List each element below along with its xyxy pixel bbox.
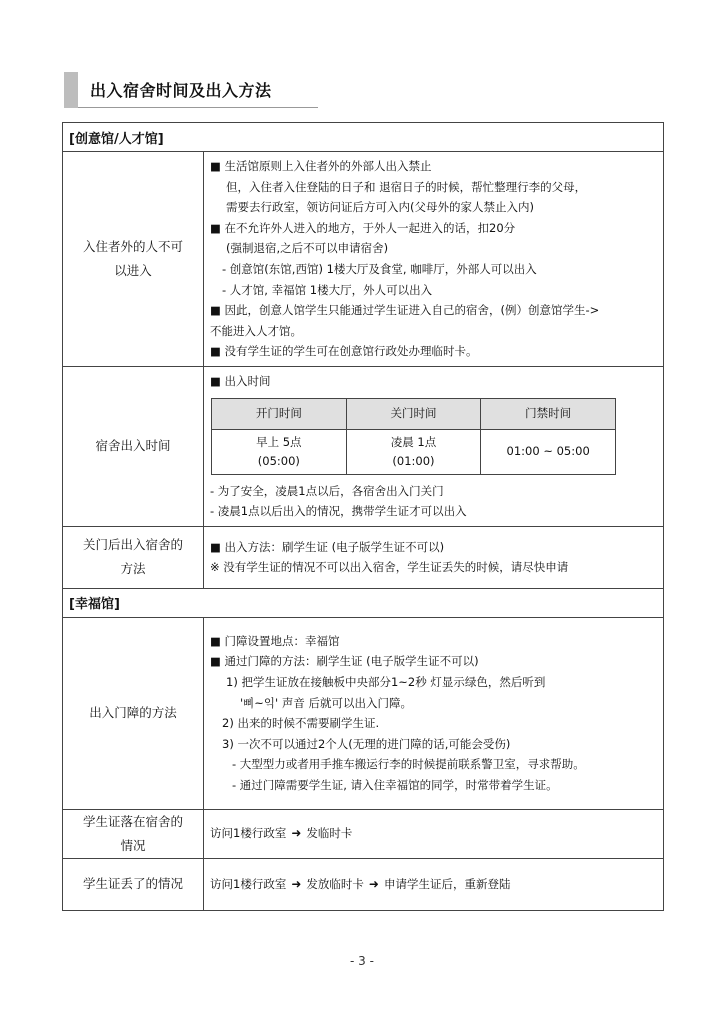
rule-line: 2) 出来的时候不需要刷学生证.: [222, 716, 380, 731]
step-text: 发临时卡: [306, 826, 353, 841]
arrow-right-icon: ➜: [291, 826, 302, 841]
rule-line: ■ 出入方法：刷学生证 (电子版学生证不可以): [210, 539, 445, 554]
arrow-right-icon: ➜: [368, 876, 379, 891]
page-number: - 3 -: [350, 954, 374, 968]
section-row: [63, 588, 664, 617]
row-content-card-lost: [204, 858, 664, 910]
rule-line: 需要去行政室，领访问证后方可入内(父母外的家人禁止入内): [226, 200, 534, 215]
title-underline: [78, 107, 318, 108]
rule-line: ※ 没有学生证的情况不可以出入宿舍，学生证丢失的时候，请尽快申请: [210, 560, 569, 575]
section-row: [63, 123, 664, 152]
rule-line: 不能进入人才馆。: [210, 323, 302, 338]
rule-line: ■ 门障设置地点：幸福馆: [210, 633, 340, 648]
row-label-card-left: 学生证落在宿舍的 情况: [63, 809, 204, 858]
table-row: [63, 152, 664, 367]
row-content-gate: [204, 617, 664, 809]
rule-line: - 人才馆, 幸福馆 1楼大厅，外人可以出入: [222, 282, 433, 297]
header-open-time: 开门时间: [212, 398, 347, 429]
rule-line: ■ 生活馆原则上入住者外的外部人出入禁止: [210, 159, 432, 173]
rules-table: [62, 122, 664, 911]
step-text: 发放临时卡: [306, 876, 364, 891]
row-label-outsiders: 入住者外的人不可 以进入: [63, 152, 204, 367]
rule-line: ■ 通过门障的方法：刷学生证 (电子版学生证不可以): [210, 654, 479, 669]
table-row: [63, 858, 664, 910]
rule-line: (强制退宿,之后不可以申请宿舍): [226, 241, 389, 256]
value-open-time: 早上 5点 (05:00): [212, 429, 347, 474]
value-curfew: 01:00 ~ 05:00: [481, 429, 616, 474]
rule-line: - 通过门障需要学生证, 请入住幸福馆的同学，时常带着学生证。: [232, 778, 558, 792]
rule-line: 3) 一次不可以通过2个人(无理的进门障的话,可能会受伤): [222, 736, 511, 751]
rule-line: 但，入住者入住登陆的日子和 退宿日子的时候，帮忙整理行李的父母，: [226, 179, 587, 194]
table-row: [63, 809, 664, 858]
row-label-gate: 出入门障的方法: [63, 617, 204, 809]
rule-line: - 创意馆(东馆,西馆) 1楼大厅及食堂, 咖啡厅，外部人可以出入: [222, 261, 537, 276]
rule-line: - 大型型力或者用手推车搬运行李的时候提前联系警卫室，寻求帮助。: [232, 757, 585, 772]
header-close-time: 关门时间: [346, 398, 481, 429]
row-content-after-close: [204, 526, 664, 588]
step-text: 访问1楼行政室: [210, 876, 287, 891]
rule-line: - 为了安全，凌晨1点以后，各宿舍出入门关门: [210, 483, 444, 498]
row-label-after-close: 关门后出入宿舍的 方法: [63, 526, 204, 588]
table-row: [63, 366, 664, 526]
arrow-right-icon: ➜: [291, 876, 302, 891]
header-curfew: 门禁时间: [481, 398, 616, 429]
step-text: 申请学生证后，重新登陆: [383, 876, 511, 891]
section-heading-happiness: [幸福馆]: [63, 588, 664, 617]
row-content-card-left: [204, 809, 664, 858]
row-label-card-lost: 学生证丢了的情况: [63, 858, 204, 910]
section-heading-creative: [创意馆/人才馆]: [63, 123, 664, 152]
page-title: 出入宿舍时间及出入方法: [90, 81, 272, 100]
rule-line: 1) 把学生证放在接触板中央部分1~2秒 灯显示绿色，然后听到: [226, 675, 546, 690]
rule-line: ■ 出入时间: [210, 373, 271, 388]
rule-line: '삐~익' 声音 后就可以出入门障。: [240, 695, 412, 710]
step-text: 访问1楼行政室: [210, 826, 287, 841]
rule-line: ■ 因此，创意人馆学生只能通过学生证进入自己的宿舍，(例）创意馆学生->: [210, 303, 600, 318]
table-row: [63, 617, 664, 809]
table-row: [63, 526, 664, 588]
title-bar: [64, 72, 318, 108]
rule-line: ■ 没有学生证的学生可在创意馆行政处办理临时卡。: [210, 344, 478, 359]
row-content-outsiders: [204, 152, 664, 367]
rule-line: - 凌晨1点以后出入的情况，携带学生证才可以出入: [210, 504, 467, 519]
row-content-access-time: [204, 366, 664, 526]
row-label-access-time: 宿舍出入时间: [63, 366, 204, 526]
hours-table: [211, 398, 616, 475]
rule-line: ■ 在不允许外人进入的地方，于外人一起进入的话，扣20分: [210, 220, 516, 235]
title-accent-block: [64, 72, 78, 108]
value-close-time: 凌晨 1点 (01:00): [346, 429, 481, 474]
